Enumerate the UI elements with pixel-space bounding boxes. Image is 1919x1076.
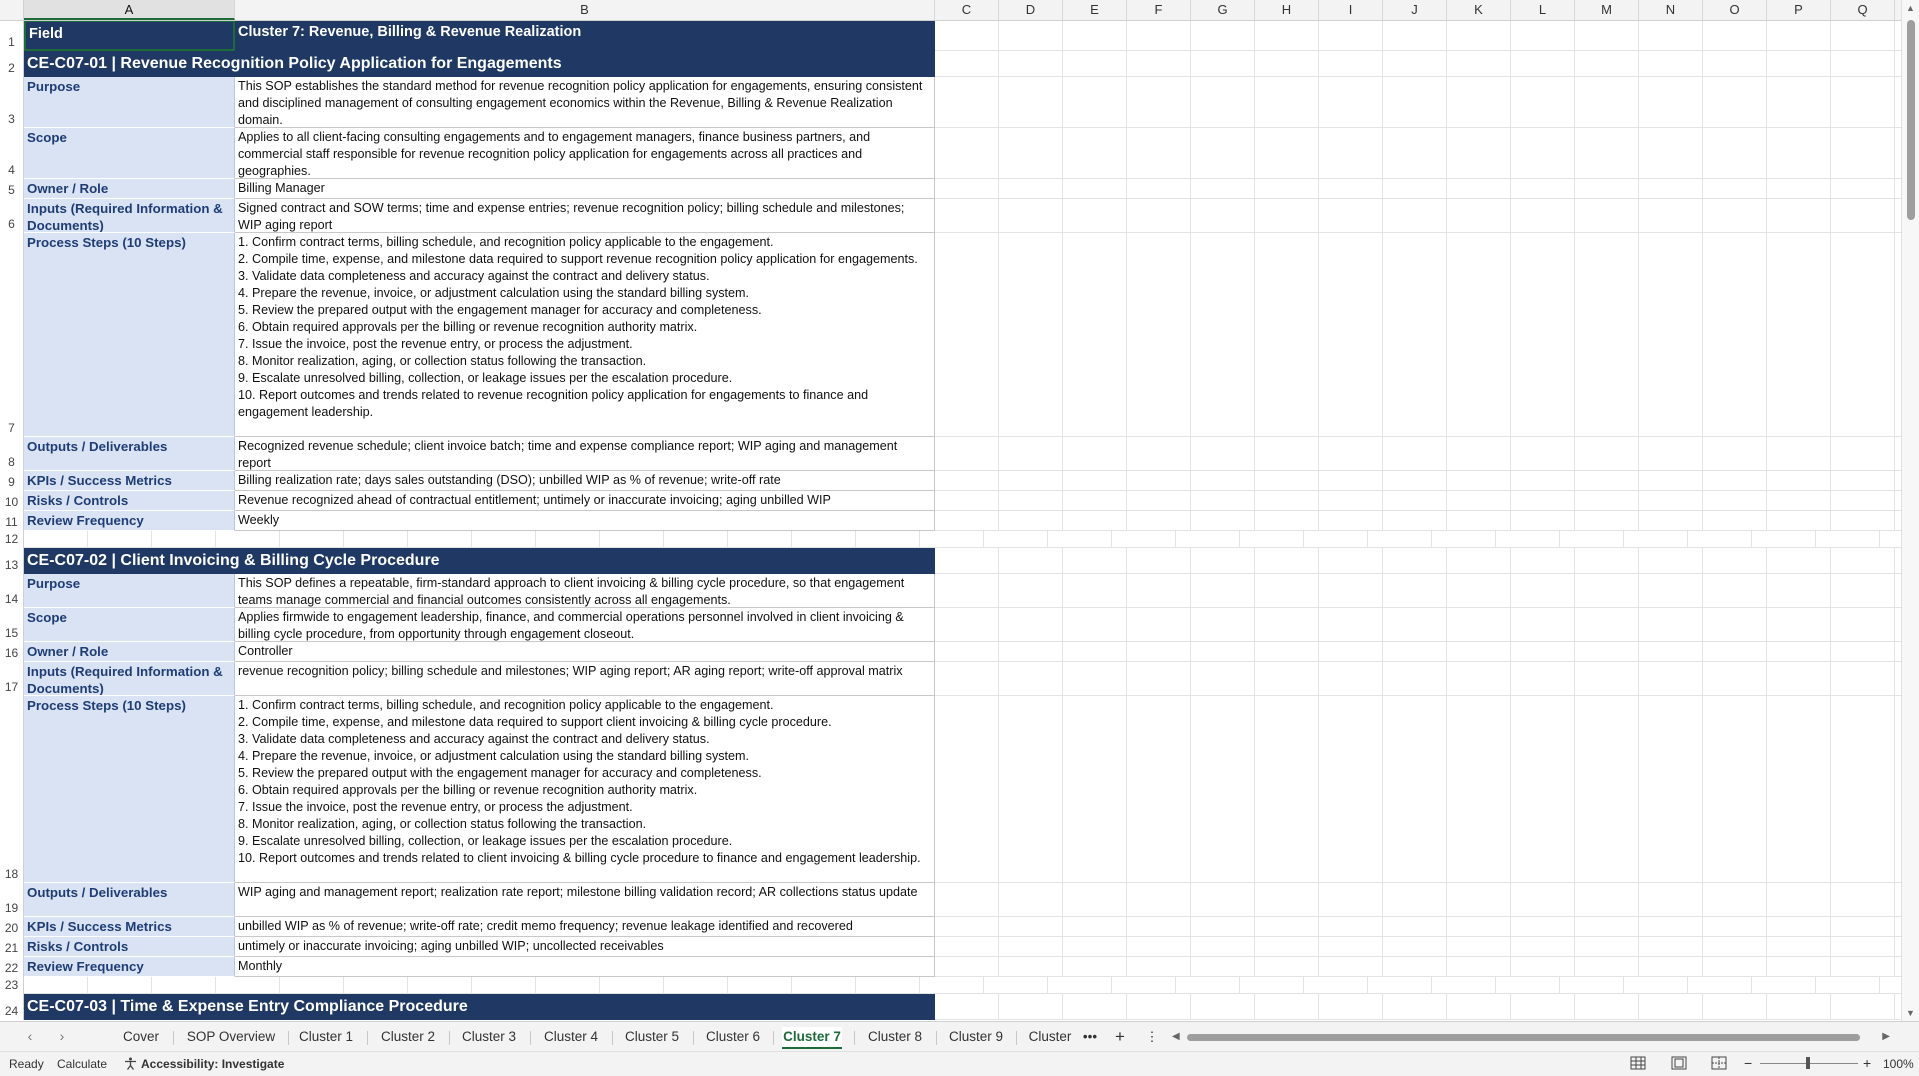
zoom-slider-knob[interactable] xyxy=(1806,1057,1810,1069)
section-title[interactable]: CE-C07-01 | Revenue Recognition Policy Application for Engagements xyxy=(24,51,935,77)
empty-cells[interactable] xyxy=(935,437,1901,471)
blank-cells[interactable] xyxy=(24,531,1901,548)
empty-cells[interactable] xyxy=(935,937,1901,957)
blank-row xyxy=(0,531,1901,548)
vertical-scrollbar[interactable] xyxy=(1901,0,1919,1021)
column-header-h[interactable]: H xyxy=(1255,0,1319,20)
row-header[interactable]: 19 xyxy=(0,883,24,917)
empty-cells[interactable] xyxy=(935,696,1901,883)
column-header-o[interactable]: O xyxy=(1703,0,1767,20)
field-value-cell[interactable]: Controller xyxy=(235,642,935,662)
sheet-tab-cluster-4[interactable]: Cluster 4 xyxy=(543,1029,599,1044)
sheet-tab-cluster-1[interactable]: Cluster 1 xyxy=(298,1029,354,1044)
horizontal-scrollbar[interactable] xyxy=(1172,1031,1890,1043)
row-header[interactable]: 17 xyxy=(0,662,24,696)
row-header[interactable]: 23 xyxy=(0,977,24,994)
row-header[interactable]: 4 xyxy=(0,128,24,179)
field-value-cell[interactable]: Applies firmwide to engagement leadership, finance, and commercial operations personnel involved in client invoicing & billing cycle procedure, from opportunity through engagement closeout. xyxy=(235,608,935,642)
section-title-row xyxy=(0,994,1901,1020)
field-value-cell[interactable]: unbilled WIP as % of revenue; write-off rate; credit memo frequency; revenue leakage identified and recovered xyxy=(235,917,935,937)
section-title[interactable]: CE-C07-02 | Client Invoicing & Billing Cycle Procedure xyxy=(24,548,935,574)
section-title-row xyxy=(0,51,1901,77)
sheet-tab-cluster-9[interactable]: Cluster 9 xyxy=(948,1029,1004,1044)
tab-separator xyxy=(773,1031,774,1045)
field-value-cell[interactable]: Weekly xyxy=(235,511,935,531)
prev-sheet-icon[interactable]: ‹ xyxy=(27,1028,33,1044)
empty-cells[interactable] xyxy=(935,51,1901,77)
column-header-c[interactable]: C xyxy=(935,0,999,20)
empty-cells[interactable] xyxy=(935,957,1901,977)
field-label-cell[interactable]: Process Steps (10 Steps) xyxy=(24,233,235,437)
field-label-cell[interactable]: Inputs (Required Information & Documents) xyxy=(24,199,235,233)
normal-view-icon[interactable] xyxy=(1630,1056,1646,1070)
empty-cells[interactable] xyxy=(935,77,1901,128)
row-header[interactable]: 9 xyxy=(0,471,24,491)
sheet-tab-cluster-8[interactable]: Cluster 8 xyxy=(867,1029,923,1044)
field-row xyxy=(0,608,1901,642)
row-header[interactable]: 13 xyxy=(0,548,24,574)
sheet-tab-cluster-7[interactable]: Cluster 7 xyxy=(782,1027,842,1049)
section-title-row xyxy=(0,548,1901,574)
section-title[interactable]: CE-C07-03 | Time & Expense Entry Compliance Procedure xyxy=(24,994,935,1020)
column-headers xyxy=(0,0,1901,21)
field-label-cell[interactable]: Purpose xyxy=(24,77,235,128)
sheet-tab-cluster-3[interactable]: Cluster 3 xyxy=(461,1029,517,1044)
field-value-cell[interactable]: WIP aging and management report; realization rate report; milestone billing validation record; AR collections status update xyxy=(235,883,935,917)
page-break-preview-icon[interactable] xyxy=(1711,1056,1727,1070)
field-value-cell[interactable]: Applies to all client-facing consulting engagements and to engagement managers, finance business partners, and commercial staff responsible for revenue recognition policy application for engagements across all practices and geographies. xyxy=(235,128,935,179)
field-row xyxy=(0,511,1901,531)
field-label-cell[interactable]: Owner / Role xyxy=(24,642,235,662)
vertical-scroll-thumb[interactable] xyxy=(1907,20,1915,220)
field-row xyxy=(0,957,1901,977)
sheet-options-button[interactable]: ⋮ xyxy=(1145,1029,1159,1044)
field-row xyxy=(0,917,1901,937)
horizontal-scroll-thumb[interactable] xyxy=(1187,1034,1860,1041)
tab-separator xyxy=(367,1031,368,1045)
empty-cells[interactable] xyxy=(935,128,1901,179)
row-header[interactable]: 7 xyxy=(0,233,24,437)
empty-cells[interactable] xyxy=(935,608,1901,642)
field-label-cell[interactable]: Risks / Controls xyxy=(24,491,235,511)
empty-cells[interactable] xyxy=(935,199,1901,233)
column-header-f[interactable]: F xyxy=(1127,0,1191,20)
row-header[interactable]: 1 xyxy=(0,20,24,51)
field-row xyxy=(0,471,1901,491)
field-label-cell[interactable]: Purpose xyxy=(24,574,235,608)
field-value-cell[interactable]: revenue recognition policy; billing schedule and milestones; WIP aging report; AR aging report; write-off approval matrix xyxy=(235,662,935,696)
tab-separator xyxy=(449,1031,450,1045)
row-header[interactable]: 16 xyxy=(0,642,24,662)
row-header[interactable]: 11 xyxy=(0,511,24,531)
field-row xyxy=(0,233,1901,437)
sheet-tab-cover[interactable]: Cover xyxy=(122,1029,159,1044)
zoom-level[interactable]: 100% xyxy=(1883,1057,1914,1071)
sheet-tab-cluster-2[interactable]: Cluster 2 xyxy=(380,1029,436,1044)
sheet-tab-bar xyxy=(0,1021,1919,1052)
blank-cells[interactable] xyxy=(24,977,1901,994)
page-layout-icon[interactable] xyxy=(1671,1056,1687,1070)
scroll-right-icon[interactable]: ▶ xyxy=(1882,1031,1890,1042)
column-header-k[interactable]: K xyxy=(1447,0,1511,20)
field-label-cell[interactable]: Inputs (Required Information & Documents) xyxy=(24,662,235,696)
field-value-cell[interactable]: This SOP defines a repeatable, firm-standard approach to client invoicing & billing cycle procedure, so that engagement teams manage commercial and financial outcomes consistently across all engagements. xyxy=(235,574,935,608)
field-value-cell[interactable]: Monthly xyxy=(235,957,935,977)
field-row xyxy=(0,199,1901,233)
field-value-cell[interactable]: 1. Confirm contract terms, billing schedule, and recognition policy applicable to the engagement. 2. Compile time, expense, and milestone data required to support client invoicing & billing cycle procedure. 3. Validate data completeness and accuracy against the contract and delivery status. 4. Prepare the revenue, invoice, or adjustment calculation using the standard billing system. 5. Review the prepared output with the engagement manager for accuracy and completeness. 6. Obtain required approvals per the billing or revenue recognition authority matrix. 7. Issue the invoice, post the revenue entry, or process the adjustment. 8. Monitor realization, aging, or collection status following the transaction. 9. Escalate unresolved billing, collection, or leakage issues per the escalation procedure. 10. Report outcomes and trends related to client invoicing & billing cycle procedure to finance and engagement leadership. xyxy=(235,696,935,883)
field-row xyxy=(0,179,1901,199)
field-label-cell[interactable]: Scope xyxy=(24,128,235,179)
row-header[interactable]: 8 xyxy=(0,437,24,471)
row-header[interactable]: 21 xyxy=(0,937,24,957)
accessibility-icon[interactable] xyxy=(124,1057,137,1073)
field-row xyxy=(0,574,1901,608)
zoom-in-button[interactable]: + xyxy=(1863,1055,1872,1071)
row-header[interactable]: 20 xyxy=(0,917,24,937)
select-all-corner[interactable] xyxy=(0,0,24,20)
ready-status: Ready xyxy=(9,1057,44,1071)
empty-cells[interactable] xyxy=(935,662,1901,696)
scroll-up-icon[interactable]: ▲ xyxy=(1906,3,1915,13)
tab-separator xyxy=(612,1031,613,1045)
field-value-cell[interactable]: untimely or inaccurate invoicing; aging unbilled WIP; uncollected receivables xyxy=(235,937,935,957)
field-row xyxy=(0,883,1901,917)
field-label-cell[interactable]: Outputs / Deliverables xyxy=(24,883,235,917)
column-header-e[interactable]: E xyxy=(1063,0,1127,20)
empty-cells[interactable] xyxy=(935,642,1901,662)
field-value-cell[interactable]: Signed contract and SOW terms; time and expense entries; revenue recognition policy; billing schedule and milestones; WIP aging report xyxy=(235,199,935,233)
empty-cells[interactable] xyxy=(935,20,1901,51)
row-header[interactable]: 12 xyxy=(0,531,24,548)
field-row xyxy=(0,491,1901,511)
empty-cells[interactable] xyxy=(935,491,1901,511)
column-header-a[interactable]: A xyxy=(24,0,235,20)
field-row xyxy=(0,642,1901,662)
row-header[interactable]: 5 xyxy=(0,179,24,199)
column-header-j[interactable]: J xyxy=(1383,0,1447,20)
column-header-m[interactable]: M xyxy=(1575,0,1639,20)
sheet-tab-sop-overview[interactable]: SOP Overview xyxy=(186,1029,276,1044)
row-header[interactable]: 15 xyxy=(0,608,24,642)
more-sheets-button[interactable]: ••• xyxy=(1082,1029,1098,1044)
empty-cells[interactable] xyxy=(935,233,1901,437)
tab-separator xyxy=(288,1031,289,1045)
sheet-tab-cluster[interactable]: Cluster xyxy=(1028,1029,1072,1044)
field-label-cell[interactable]: Review Frequency xyxy=(24,957,235,977)
field-row xyxy=(0,662,1901,696)
scroll-left-icon[interactable]: ◀ xyxy=(1172,1031,1180,1042)
empty-cells[interactable] xyxy=(935,917,1901,937)
cluster-title-cell[interactable]: Cluster 7: Revenue, Billing & Revenue Realization xyxy=(235,20,935,51)
empty-cells[interactable] xyxy=(935,548,1901,574)
field-label-cell[interactable]: Process Steps (10 Steps) xyxy=(24,696,235,883)
empty-cells[interactable] xyxy=(935,511,1901,531)
empty-cells[interactable] xyxy=(935,471,1901,491)
field-value-cell[interactable]: Recognized revenue schedule; client invoice batch; time and expense compliance report; WIP aging and management report xyxy=(235,437,935,471)
row-header[interactable]: 6 xyxy=(0,199,24,233)
accessibility-status[interactable]: Accessibility: Investigate xyxy=(141,1057,285,1071)
scroll-down-icon[interactable]: ▼ xyxy=(1906,1008,1915,1018)
zoom-out-button[interactable]: − xyxy=(1744,1055,1753,1071)
field-value-cell[interactable]: Billing Manager xyxy=(235,179,935,199)
tab-separator xyxy=(854,1031,855,1045)
row-header[interactable]: 2 xyxy=(0,51,24,77)
empty-cells[interactable] xyxy=(935,994,1901,1020)
row-header[interactable]: 24 xyxy=(0,994,24,1020)
row-header[interactable]: 18 xyxy=(0,696,24,883)
add-sheet-button[interactable]: + xyxy=(1115,1027,1125,1046)
calculate-button[interactable]: Calculate xyxy=(57,1057,108,1071)
tab-separator xyxy=(173,1031,174,1045)
header-row xyxy=(0,20,1901,51)
field-row xyxy=(0,696,1901,883)
tab-separator xyxy=(936,1031,937,1045)
column-header-g[interactable]: G xyxy=(1191,0,1255,20)
field-value-cell[interactable]: Billing realization rate; days sales outstanding (DSO); unbilled WIP as % of revenue; write-off rate xyxy=(235,471,935,491)
row-header[interactable]: 14 xyxy=(0,574,24,608)
column-header-b[interactable]: B xyxy=(235,0,935,20)
row-header[interactable]: 22 xyxy=(0,957,24,977)
field-row xyxy=(0,77,1901,128)
field-label-cell[interactable]: Scope xyxy=(24,608,235,642)
field-value-cell[interactable]: This SOP establishes the standard method for revenue recognition policy application for engagements, ensuring consistent and disciplined management of consulting engagement economics within the Revenue, Billing & Revenue Realization domain. xyxy=(235,77,935,128)
blank-row xyxy=(0,977,1901,994)
tab-separator xyxy=(1016,1031,1017,1045)
field-row xyxy=(0,437,1901,471)
field-row xyxy=(0,128,1901,179)
status-bar xyxy=(0,1051,1919,1076)
field-label-cell[interactable]: Risks / Controls xyxy=(24,937,235,957)
field-value-cell[interactable]: Revenue recognized ahead of contractual entitlement; untimely or inaccurate invoicing; aging unbilled WIP xyxy=(235,491,935,511)
column-header-n[interactable]: N xyxy=(1639,0,1703,20)
column-header-l[interactable]: L xyxy=(1511,0,1575,20)
column-header-i[interactable]: I xyxy=(1319,0,1383,20)
empty-cells[interactable] xyxy=(935,179,1901,199)
field-row xyxy=(0,937,1901,957)
row-header[interactable]: 3 xyxy=(0,77,24,128)
field-value-cell[interactable]: 1. Confirm contract terms, billing schedule, and recognition policy applicable to the engagement. 2. Compile time, expense, and milestone data required to support revenue recognition policy application for engagements. 3. Validate data completeness and accuracy against the contract and delivery status. 4. Prepare the revenue, invoice, or adjustment calculation using the standard billing system. 5. Review the prepared output with the engagement manager for accuracy and completeness. 6. Obtain required approvals per the billing or revenue recognition authority matrix. 7. Issue the invoice, post the revenue entry, or process the adjustment. 8. Monitor realization, aging, or collection status following the transaction. 9. Escalate unresolved billing, collection, or leakage issues per the escalation procedure. 10. Report outcomes and trends related to revenue recognition policy application for engagements to finance and engagement leadership. xyxy=(235,233,935,437)
sheet-tab-cluster-6[interactable]: Cluster 6 xyxy=(705,1029,761,1044)
column-header-d[interactable]: D xyxy=(999,0,1063,20)
next-sheet-icon[interactable]: › xyxy=(59,1028,65,1044)
tab-separator xyxy=(693,1031,694,1045)
sheet-tab-cluster-5[interactable]: Cluster 5 xyxy=(624,1029,680,1044)
field-label-cell[interactable]: Review Frequency xyxy=(24,511,235,531)
tab-separator xyxy=(530,1031,531,1045)
field-label-cell[interactable]: Owner / Role xyxy=(24,179,235,199)
empty-cells[interactable] xyxy=(935,883,1901,917)
row-header[interactable]: 10 xyxy=(0,491,24,511)
field-label-cell[interactable]: KPIs / Success Metrics xyxy=(24,917,235,937)
field-header-cell[interactable]: Field xyxy=(24,20,235,51)
field-label-cell[interactable]: KPIs / Success Metrics xyxy=(24,471,235,491)
field-label-cell[interactable]: Outputs / Deliverables xyxy=(24,437,235,471)
empty-cells[interactable] xyxy=(935,574,1901,608)
column-header-q[interactable]: Q xyxy=(1831,0,1895,20)
column-header-p[interactable]: P xyxy=(1767,0,1831,20)
